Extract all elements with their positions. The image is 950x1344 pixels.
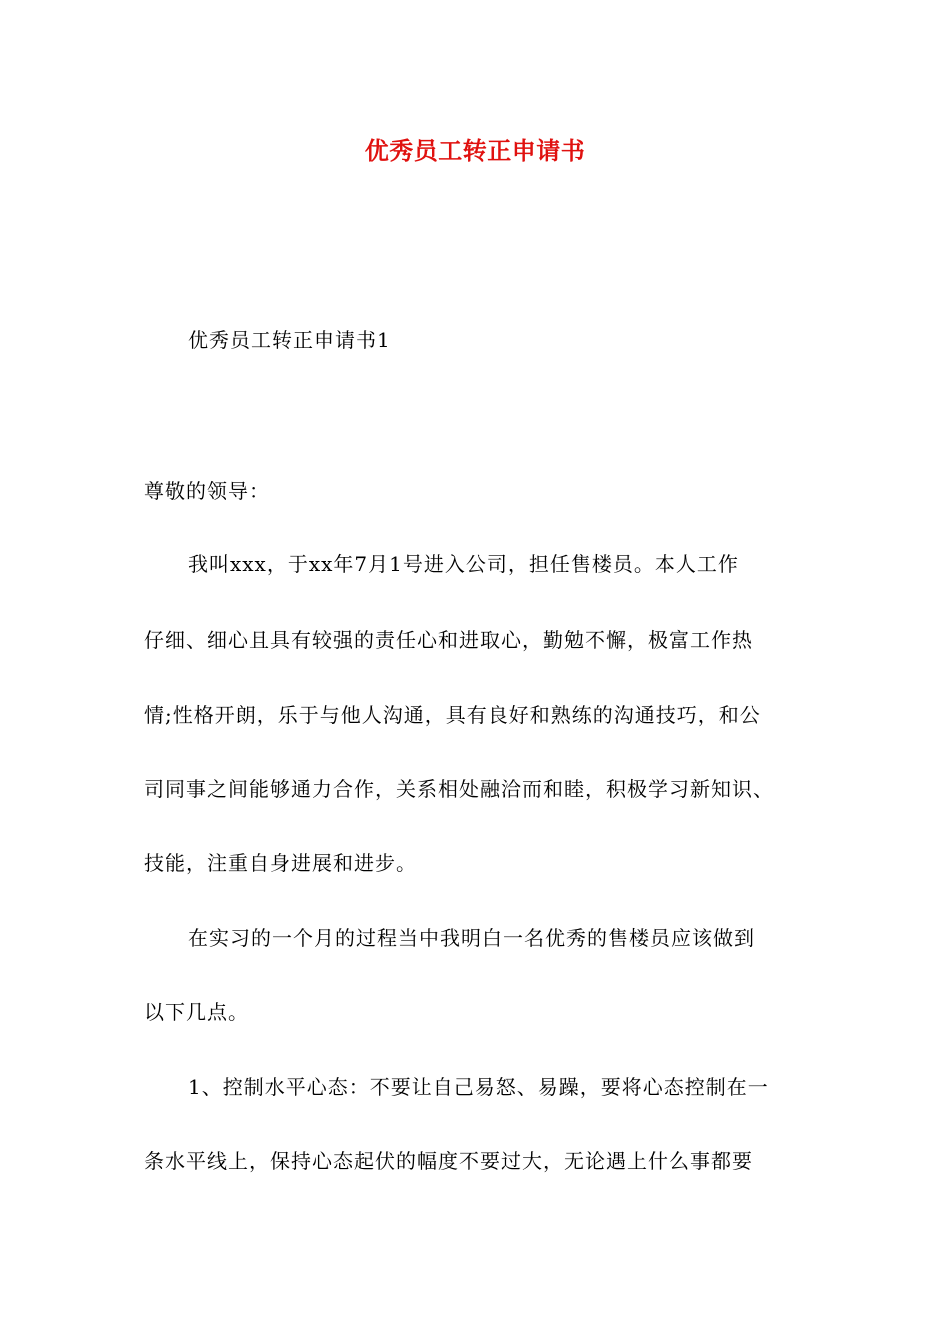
paragraph-line: 在实习的一个月的过程当中我明白一名优秀的售楼员应该做到	[188, 926, 755, 950]
salutation: 尊敬的领导：	[144, 479, 270, 503]
paragraph-line: 以下几点。	[144, 1000, 249, 1024]
paragraph-line: 司同事之间能够通力合作，关系相处融洽而和睦，积极学习新知识、	[144, 777, 774, 801]
paragraph-line: 我叫xxx，于xx年7月1号进入公司，担任售楼员。本人工作	[188, 552, 739, 576]
paragraph-line: 条水平线上，保持心态起伏的幅度不要过大，无论遇上什么事都要	[144, 1149, 753, 1173]
paragraph-line: 仔细、细心且具有较强的责任心和进取心，勤勉不懈，极富工作热	[144, 628, 753, 652]
paragraph-line: 情;性格开朗，乐于与他人沟通，具有良好和熟练的沟通技巧，和公	[144, 703, 761, 727]
paragraph-line: 技能，注重自身进展和进步。	[144, 851, 417, 875]
paragraph-line: 1、控制水平心态：不要让自己易怒、易躁，要将心态控制在一	[188, 1075, 769, 1099]
document-title: 优秀员工转正申请书	[364, 137, 586, 165]
section-heading: 优秀员工转正申请书1	[188, 328, 391, 352]
